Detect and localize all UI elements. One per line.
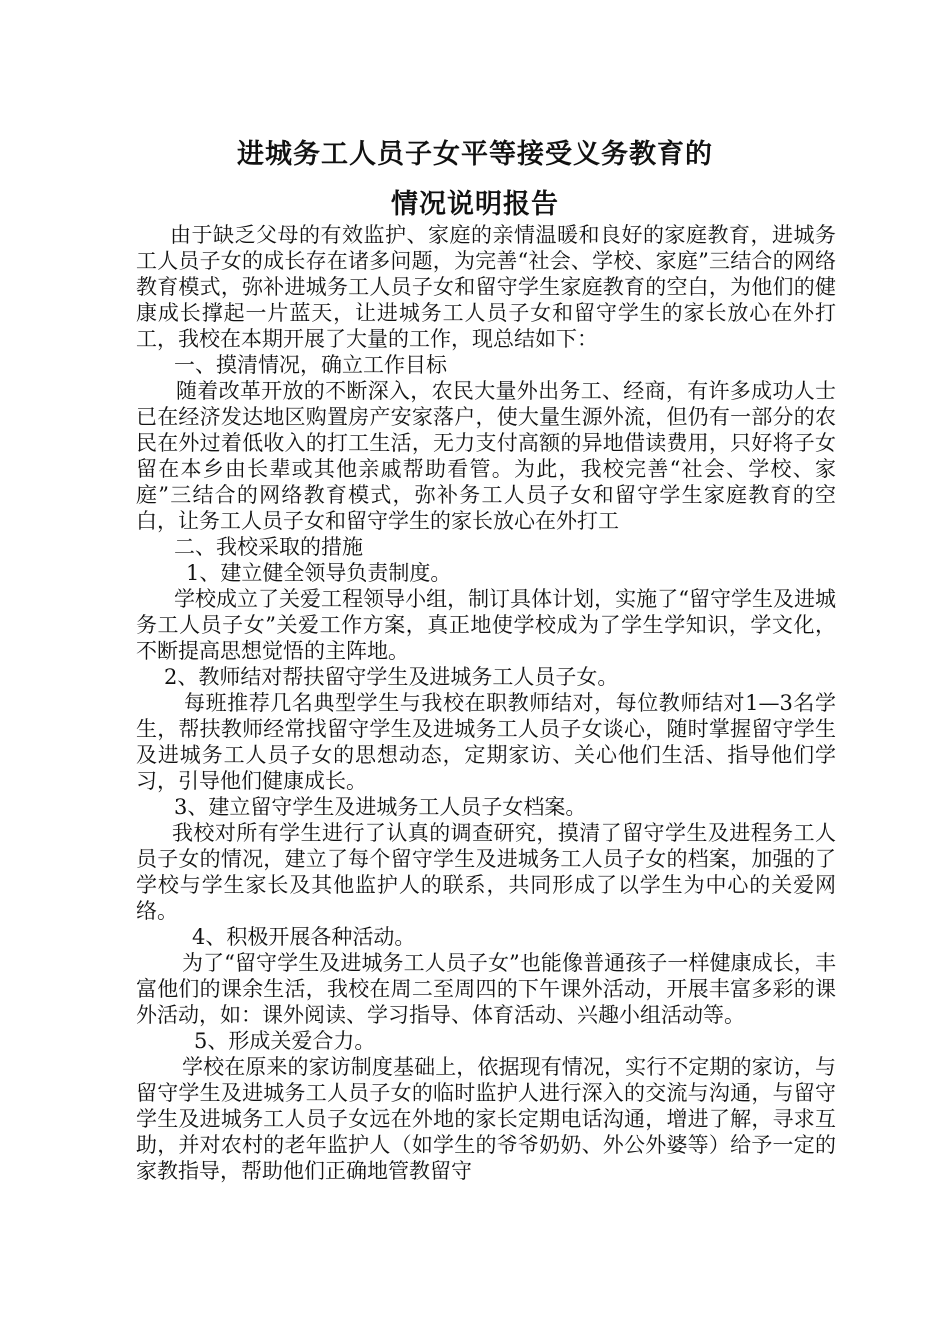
measure-heading-2: 2、教师结对帮扶留守学生及进城务工人员子女。 <box>164 665 619 689</box>
section-heading-1: 一、摸清情况，确立工作目标 <box>174 353 447 377</box>
measure-heading-1: 1、建立健全领导负责制度。 <box>186 561 452 585</box>
document-title-line-1: 进城务工人员子女平等接受义务教育的 <box>237 139 713 170</box>
intro-paragraph: 由于缺乏父母的有效监护、家庭的亲情温暖和良好的家庭教育，进城务工人员子女的成长存在诸多问题，为完善“社会、学校、家庭”三结合的网络教育模式，弥补进城务工人员子女和留守学生家庭教育的空白，为他们的健康成长撑起一片蓝天，让进城务工人员子女和留守学生的家长放心在外打工，我校在本期开展了大量的工作，现总结如下： <box>136 223 836 351</box>
measure-heading-4: 4、积极开展各种活动。 <box>192 925 416 949</box>
measure-1-paragraph: 学校成立了关爱工程领导小组，制订具体计划，实施了“留守学生及进城务工人员子女”关爱工作方案，真正地使学校成为了学生学知识，学文化，不断提高思想觉悟的主阵地。 <box>136 587 836 663</box>
measure-4-paragraph: 为了“留守学生及进城务工人员子女”也能像普通孩子一样健康成长，丰富他们的课余生活，我校在周二至周四的下午课外活动，开展丰富多彩的课外活动，如：课外阅读、学习指导、体育活动、兴趣小组活动等。 <box>136 951 836 1027</box>
section-1-paragraph: 随着改革开放的不断深入，农民大量外出务工、经商，有许多成功人士已在经济发达地区购置房产安家落户，使大量生源外流，但仍有一部分的农民在外过着低收入的打工生活，无力支付高额的异地借读费用，只好将子女留在本乡由长辈或其他亲戚帮助看管。为此，我校完善“社会、学校、家庭”三结合的网络教育模式，弥补务工人员子女和留守学生家庭教育的空白，让务工人员子女和留守学生的家长放心在外打工 <box>136 379 836 533</box>
measure-5-paragraph: 学校在原来的家访制度基础上，依据现有情况，实行不定期的家访，与留守学生及进城务工人员子女的临时监护人进行深入的交流与沟通，与留守学生及进城务工人员子女远在外地的家长定期电话沟通，增进了解，寻求互助，并对农村的老年监护人（如学生的爷爷奶奶、外公外婆等）给予一定的家教指导，帮助他们正确地管教留守 <box>136 1055 836 1183</box>
measure-2-paragraph: 每班推荐几名典型学生与我校在职教师结对，每位教师结对1—3名学生，帮扶教师经常找留守学生及进城务工人员子女谈心，随时掌握留守学生及进城务工人员子女的思想动态，定期家访、关心他们生活、指导他们学习，引导他们健康成长。 <box>136 691 836 793</box>
section-heading-2: 二、我校采取的措施 <box>174 535 363 559</box>
document-body <box>136 222 836 1184</box>
measure-heading-5: 5、形成关爱合力。 <box>194 1029 376 1053</box>
measure-3-paragraph: 我校对所有学生进行了认真的调查研究，摸清了留守学生及进程务工人员子女的情况，建立了每个留守学生及进城务工人员子女的档案，加强的了学校与学生家长及其他监护人的联系，共同形成了以学生为中心的关爱网络。 <box>136 821 836 923</box>
measure-heading-3: 3、建立留守学生及进城务工人员子女档案。 <box>174 795 587 819</box>
document-title-line-2: 情况说明报告 <box>391 189 559 220</box>
